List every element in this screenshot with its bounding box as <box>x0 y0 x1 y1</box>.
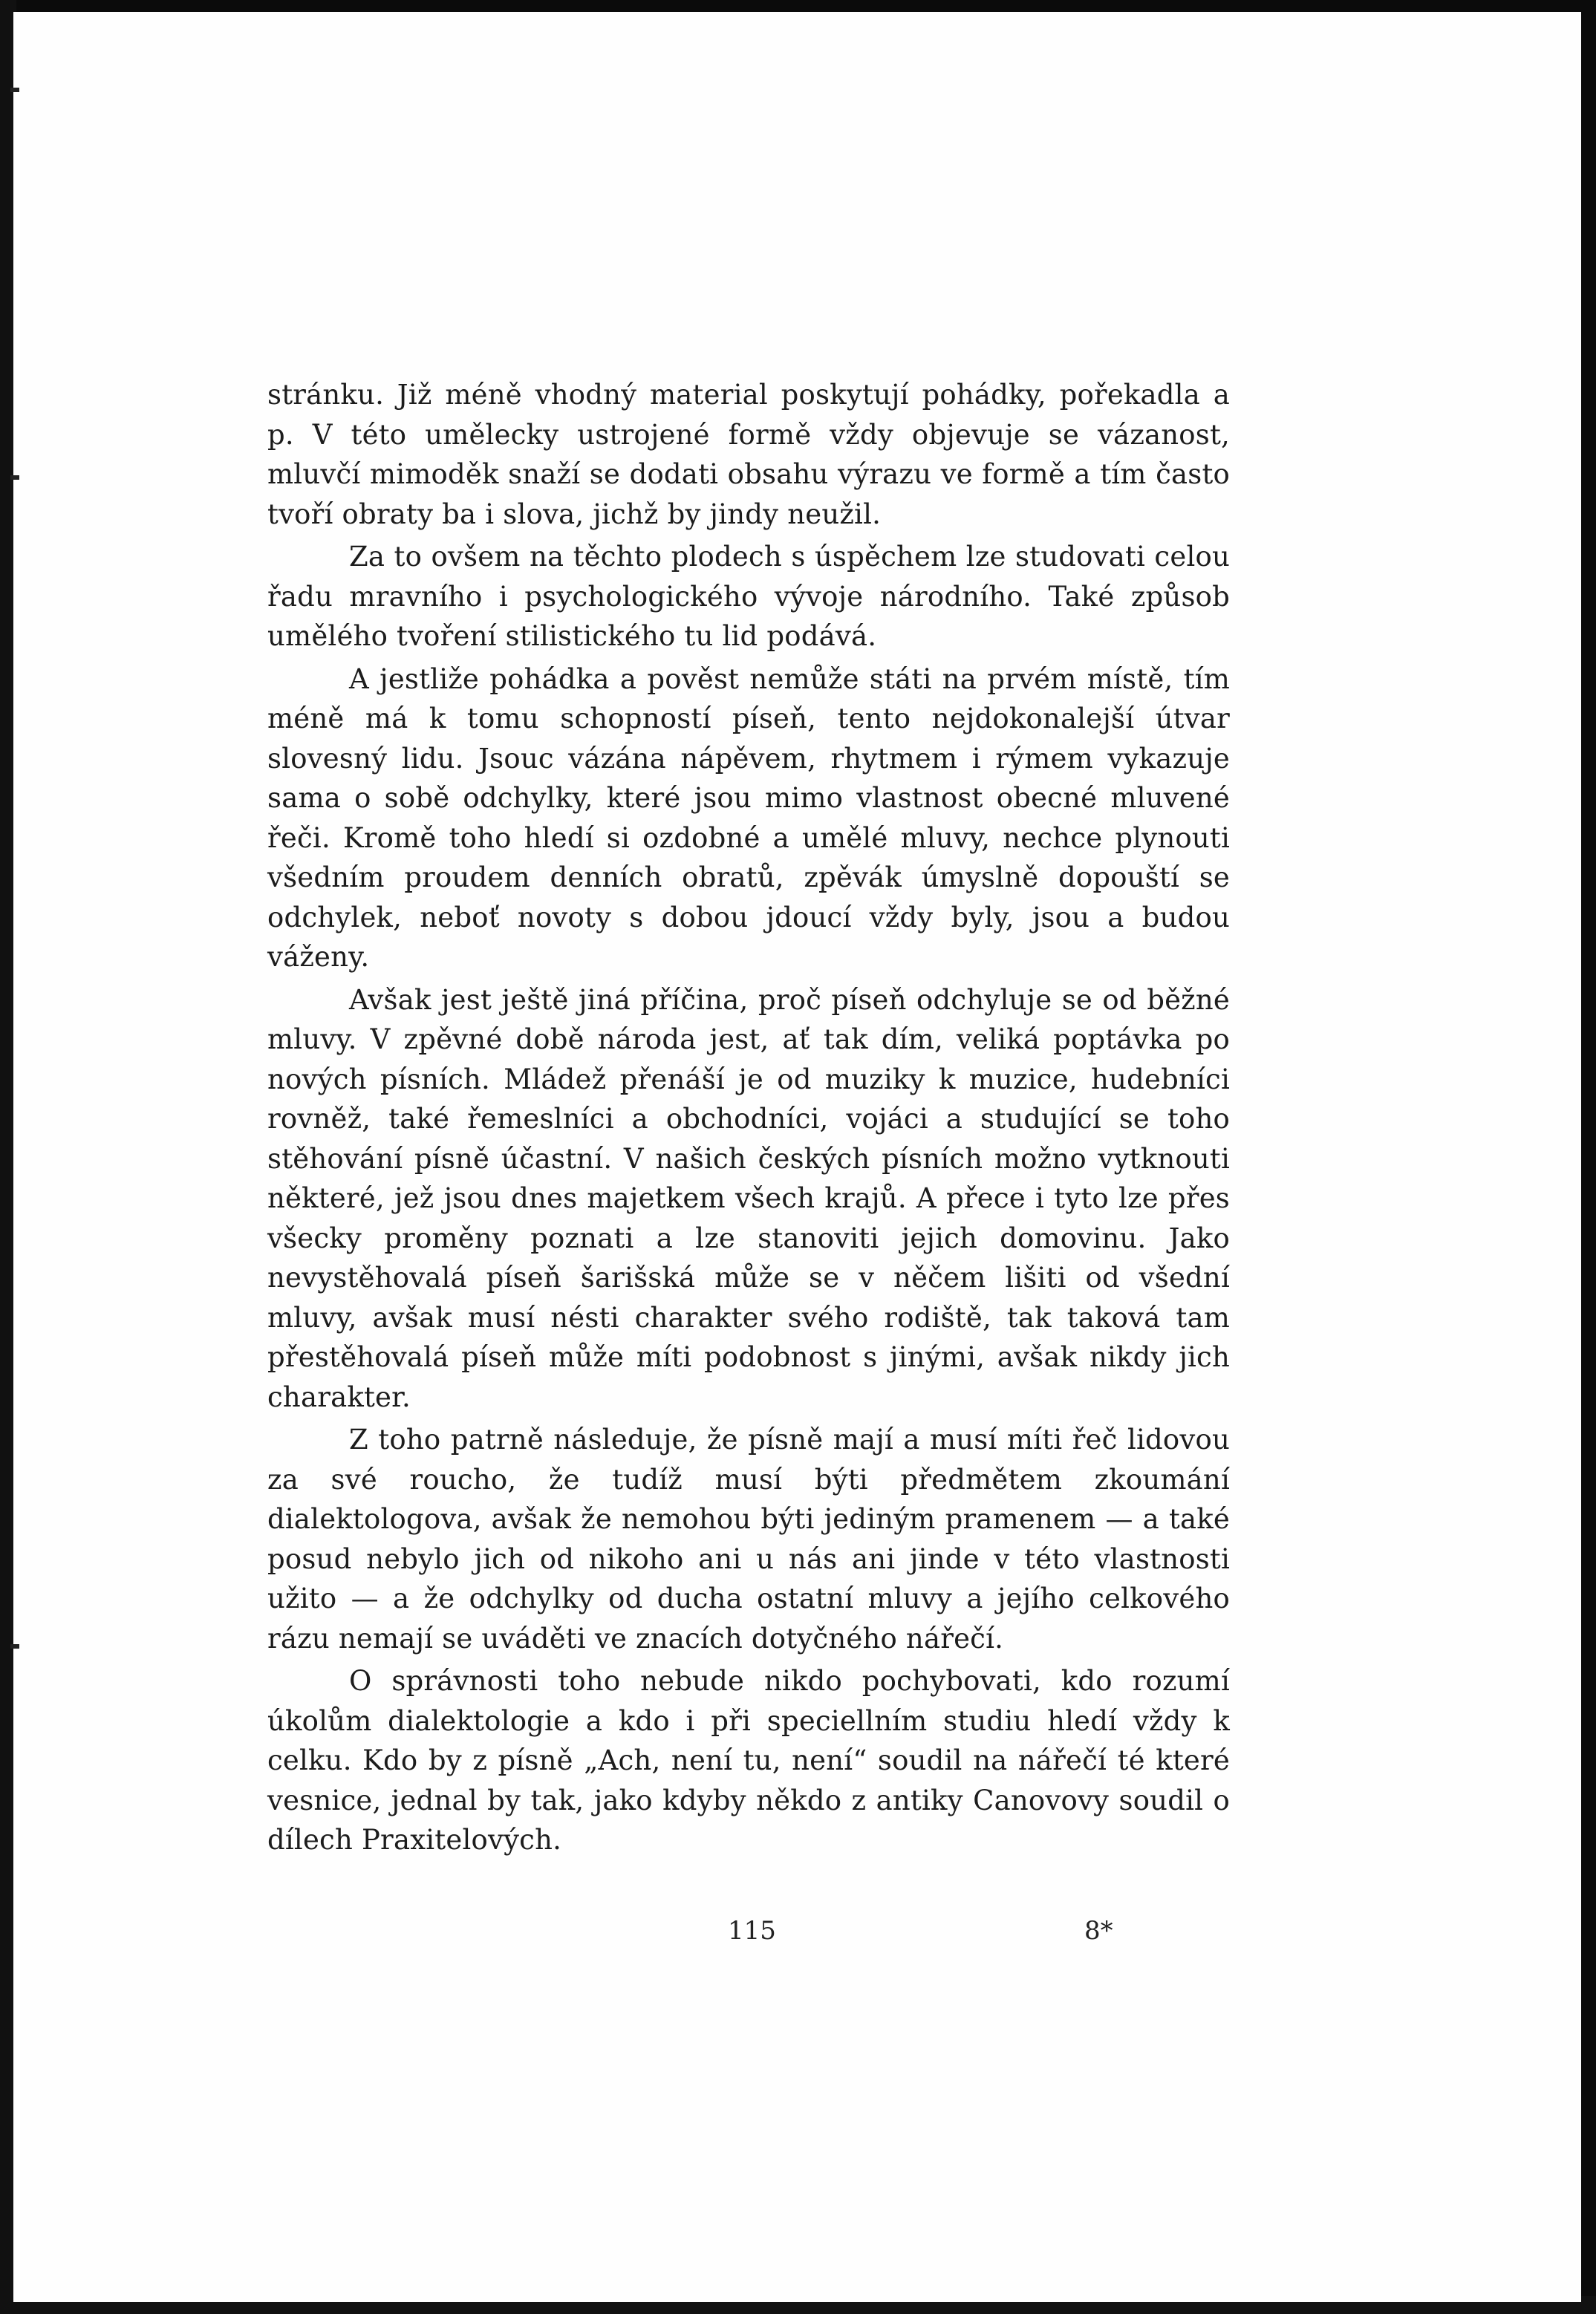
page-number: 115 <box>728 1916 776 1946</box>
paragraph: Avšak jest ještě jiná příčina, proč píseň odchyluje se od běžné mluvy. V zpěvné době národa jest, ať tak dím, veliká poptávka po nových písních. Mládež přenáší je od muziky k muzice, hudebníci rovněž, také řemeslníci a obchodníci, vojáci a studující se toho stěhování písně účastní. V našich českých písních možno vytknouti některé, jež jsou dnes majetkem všech krajů. A přece i tyto lze přes všecky proměny poznati a lze stanoviti jejich domovinu. Jako nevystěhovalá píseň šarišská může se v něčem lišiti od všední mluvy, avšak musí nésti charakter svého rodiště, tak taková tam přestěhovalá píseň může míti podobnost s jinými, avšak nikdy jich charakter. <box>267 983 1230 1413</box>
binding-mark <box>10 1644 19 1649</box>
printer-signature: 8* <box>1084 1916 1113 1946</box>
paragraph: O správnosti toho nebude nikdo pochybovati, kdo rozumí úkolům dialektologie a kdo i při speciellním studiu hledí vždy k celku. Kdo by z písně „Ach, není tu, není“ soudil na nářečí té které vesnice, jednal by tak, jako kdyby někdo z antiky Canovovy soudil o dílech Praxitelových. <box>267 1665 1230 1856</box>
binding-mark <box>10 475 19 480</box>
paragraph: Za to ovšem na těchto plodech s úspěchem lze studovati celou řadu mravního i psychologického vývoje národního. Také způsob umělého tvoření stilistického tu lid podává. <box>267 541 1230 652</box>
paragraph: stránku. Již méně vhodný material poskytují pohádky, pořekadla a p. V této umělecky ustrojené formě vždy objevuje se vázanost, mluvčí mimoděk snaží se dodati obsahu výrazu ve formě a tím často tvoří obraty ba i slova, jichž by jindy neužil. <box>267 379 1230 530</box>
paragraph: Z toho patrně následuje, že písně mají a musí míti řeč lidovou za své roucho, že tudíž musí býti předmětem zkoumání dialektologova, avšak že nemohou býti jediným pramenem — a také posud nebylo jich od nikoho ani u nás ani jinde v této vlastnosti užito — a že odchylky od ducha ostatní mluvy a jejího celkového rázu nemají se uváděti ve znacích dotyčného nářečí. <box>267 1424 1230 1655</box>
body-text <box>267 375 1230 1863</box>
paragraph: A jestliže pohádka a pověst nemůže státi na prvém místě, tím méně má k tomu schopností píseň, tento nejdokonalejší útvar slovesný lidu. Jsouc vázána nápěvem, rhytmem i rýmem vykazuje sama o sobě odchylky, které jsou mimo vlastnost obecné mluvené řeči. Kromě toho hledí si ozdobné a umělé mluvy, nechce plynouti všedním proudem denních obratů, zpěvák úmyslně dopouští se odchylek, neboť novoty s dobou jdoucí vždy byly, jsou a budou váženy. <box>267 662 1230 973</box>
binding-mark <box>10 88 19 92</box>
